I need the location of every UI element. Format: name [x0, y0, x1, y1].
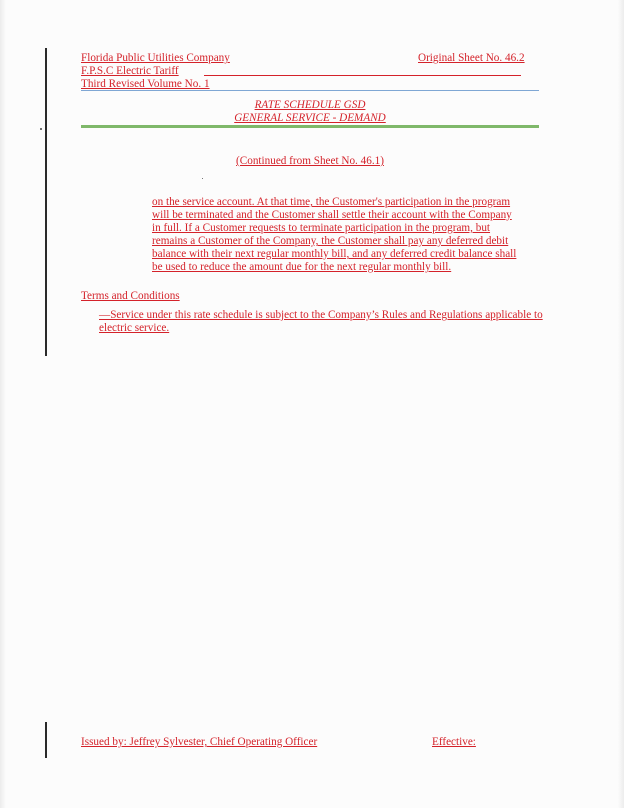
body-line: will be terminated and the Customer shall settle their account with the Company — [152, 209, 512, 221]
header-rule-blue — [81, 90, 539, 91]
body-paragraph — [152, 196, 542, 274]
schedule-subtitle: GENERAL SERVICE - DEMAND — [234, 112, 386, 124]
scan-mark — [40, 128, 42, 130]
body-line: be used to reduce the amount due for the next regular monthly bill. — [152, 261, 452, 273]
scan-dot — [202, 178, 203, 179]
revision-bar-bottom — [45, 722, 47, 758]
header-volume: Third Revised Volume No. 1 — [81, 78, 210, 90]
terms-text-line: electric service. — [99, 322, 170, 334]
header-tariff: F.P.S.C Electric Tariff — [81, 65, 179, 77]
header-rule-red — [204, 75, 521, 76]
terms-text-line: —Service under this rate schedule is subject to the Company’s Rules and Regulations applicable to — [99, 309, 543, 321]
footer-effective: Effective: — [432, 736, 476, 748]
scan-edge-left — [0, 0, 6, 808]
header-company: Florida Public Utilities Company — [81, 52, 230, 64]
continued-note: (Continued from Sheet No. 46.1) — [236, 155, 384, 167]
terms-heading: Terms and Conditions — [81, 290, 180, 302]
revision-bar-top — [45, 48, 47, 356]
body-line: on the service account. At that time, the Customer's participation in the program — [152, 196, 511, 208]
schedule-title: RATE SCHEDULE GSD — [254, 99, 366, 111]
body-line: in full. If a Customer requests to terminate participation in the program, but — [152, 222, 491, 234]
scan-edge-right — [618, 0, 624, 808]
body-line: balance with their next regular monthly bill, and any deferred credit balance shall — [152, 248, 517, 260]
title-rule-green — [81, 125, 539, 128]
footer-issued-by: Issued by: Jeffrey Sylvester, Chief Operating Officer — [81, 736, 318, 748]
header-sheet-number: Original Sheet No. 46.2 — [418, 52, 525, 64]
body-line: remains a Customer of the Company, the Customer shall pay any deferred debit — [152, 235, 509, 247]
